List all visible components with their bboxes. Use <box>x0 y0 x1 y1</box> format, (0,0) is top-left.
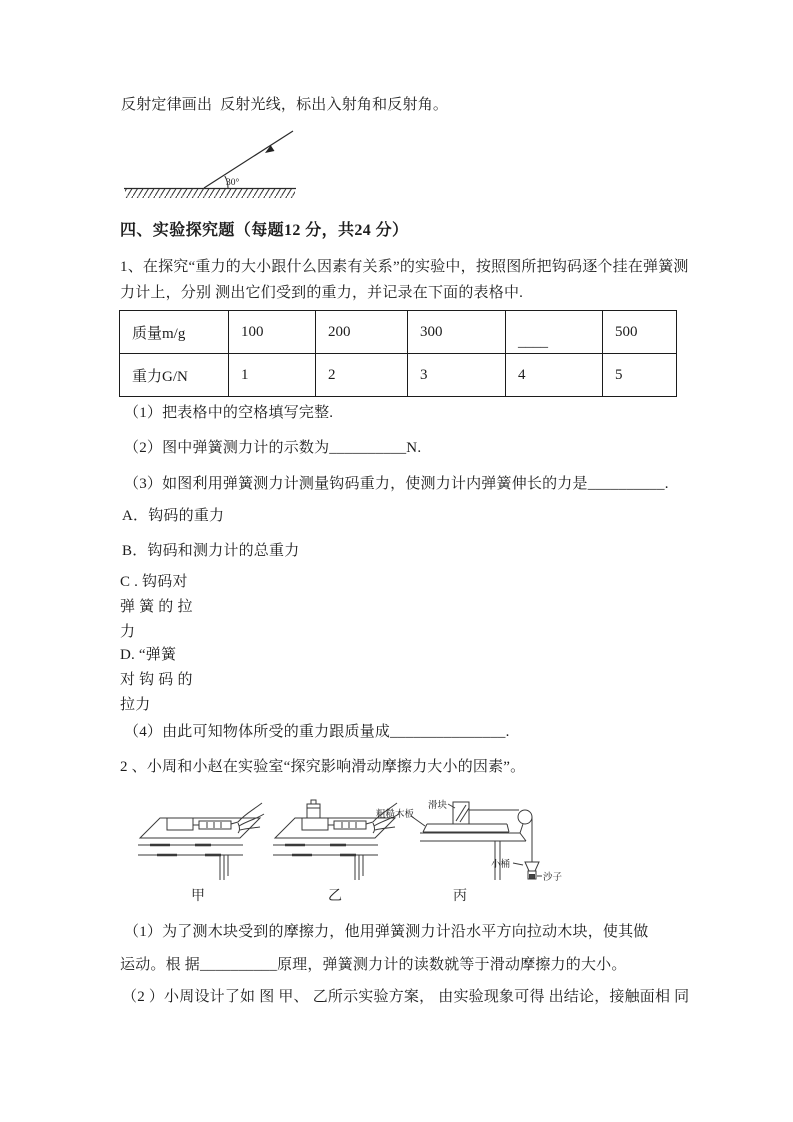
table-cell: 5 <box>603 354 677 397</box>
label-bing: 丙 <box>453 889 467 904</box>
table-cell: 300 <box>408 311 506 354</box>
table-row <box>120 354 677 397</box>
q1-option-d-line1: D. “弹簧 <box>120 647 177 663</box>
q1-stem-line2: 力计上，分别 测出它们受到的重力，并记录在下面的表格中. <box>120 285 524 301</box>
yi-weight <box>307 800 320 818</box>
label-yi: 乙 <box>328 889 342 904</box>
table-row <box>120 311 677 354</box>
table-cell: 1 <box>229 354 316 397</box>
q1-sub3: （3）如图利用弹簧测力计测量钩码重力，使测力计内弹簧伸长的力是__________. <box>124 476 669 492</box>
jia-wood-block <box>167 818 193 830</box>
reflection-diagram <box>122 124 302 202</box>
q1-sub1: （1）把表格中的空格填写完整. <box>124 405 334 421</box>
q1-option-c-line3: 力 <box>120 624 136 640</box>
mirror-hatching <box>125 189 295 198</box>
section-heading: 四、实验探究题（每题12 分，共24 分） <box>120 222 409 239</box>
q2-sub1-line2: 运动。根 据__________原理，弹簧测力计的读数就等于滑动摩擦力的大小。 <box>120 957 627 973</box>
friction-experiment-figure <box>135 788 575 906</box>
q1-option-c-line2: 弹 簧 的 拉 <box>120 599 193 615</box>
blank-underline: ____ <box>518 333 548 350</box>
slider-leader-line <box>448 804 455 808</box>
q1-option-c-line1: C . 钩码对 <box>120 574 188 590</box>
q2-stem: 2 、小周和小赵在实验室“探究影响滑动摩擦力大小的因素”。 <box>120 759 526 775</box>
yi-wood-block <box>302 818 328 830</box>
bing-slider-block <box>453 802 469 824</box>
q2-sub2-line1: （2 ）小周设计了如 图 甲、 乙所示实验方案， 由实验现象可得 出结论，接触面相 同 <box>122 989 690 1005</box>
q1-stem-line1: 1、在探究“重力的大小跟什么因素有关系”的实验中，按照图所把钩码逐个挂在弹簧测 <box>120 259 689 275</box>
sand-label: 沙子 <box>543 873 563 883</box>
sand-bucket <box>525 862 539 879</box>
q1-option-d-line2: 对 钩 码 的 <box>120 672 193 688</box>
slider-label: 滑块 <box>428 801 448 811</box>
bucket-leader-line <box>513 863 523 865</box>
table-cell: 200 <box>316 311 408 354</box>
table-header-cell: 质量m/g <box>120 311 229 354</box>
q1-sub4: （4）由此可知物体所受的重力跟质量成_______________. <box>124 724 510 740</box>
q2-sub1-line1: （1）为了测木块受到的摩擦力，他用弹簧测力计沿水平方向拉动木块，使其做 <box>124 924 649 940</box>
label-jia: 甲 <box>191 889 205 904</box>
board-label: 粗糙木板 <box>376 810 415 820</box>
incident-ray <box>204 131 293 188</box>
table-cell: 500 <box>603 311 677 354</box>
yi-spring-scale <box>334 821 366 829</box>
angle-label: 30° <box>226 178 240 188</box>
q1-option-b: B．钩码和测力计的总重力 <box>122 543 300 559</box>
jia-spring-scale <box>199 821 231 829</box>
table-cell: 100 <box>229 311 316 354</box>
table-cell: 4 <box>506 354 603 397</box>
q1-option-a: A．钩码的重力 <box>122 508 225 524</box>
q1-sub2: （2）图中弹簧测力计的示数为__________N. <box>124 440 422 456</box>
bing-board <box>423 824 509 832</box>
table-header-cell: 重力G/N <box>120 354 229 397</box>
intro-text: 反射定律画出 反射光线，标出入射角和反射角。 <box>121 97 449 113</box>
pulley <box>518 810 532 824</box>
table-cell-blank <box>506 311 603 354</box>
table-cell: 3 <box>408 354 506 397</box>
measurement-table <box>119 310 677 397</box>
bucket-label: 小桶 <box>491 860 511 870</box>
q1-option-d-line3: 拉力 <box>120 697 151 713</box>
table-cell: 2 <box>316 354 408 397</box>
